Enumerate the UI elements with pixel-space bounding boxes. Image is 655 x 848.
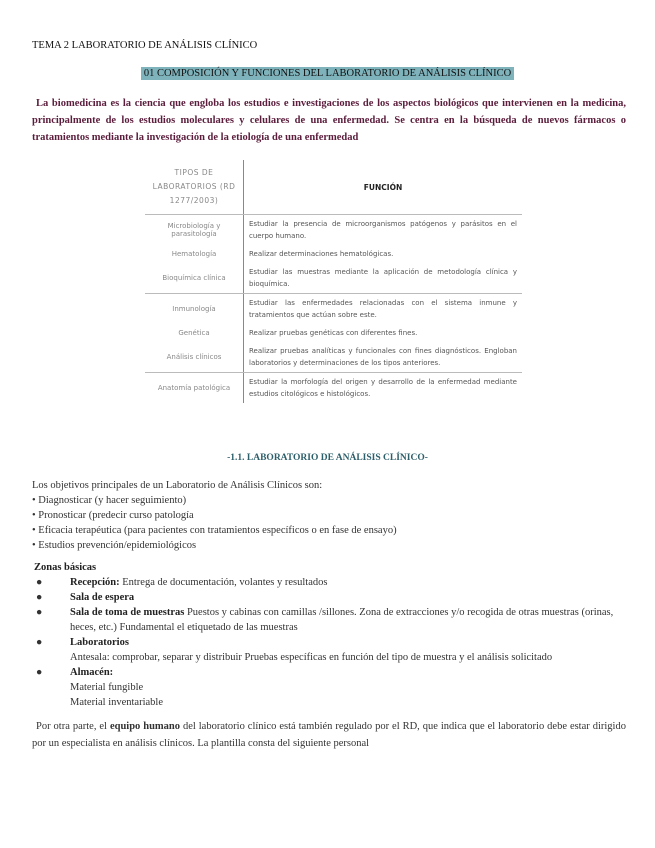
section-heading [0,68,655,79]
section-heading-text: 01 COMPOSICIÓN Y FUNCIONES DEL LABORATORIO DE ANÁLISIS CLÍNICO [141,67,514,80]
zone-subitem: Antesala: comprobar, separar y distribuir Pruebas específicas en función del tipo de muestra y el análisis solicitado [70,652,553,663]
list-item [32,665,632,680]
table-header [145,160,522,215]
list-item: • Pronosticar (predecir curso patología [32,510,194,521]
list-item [32,635,632,650]
bold-text: equipo humano [109,721,181,732]
list-item: • Diagnosticar (y hacer seguimiento) [32,495,187,506]
objectives-intro: Los objetivos principales de un Laboratorio de Análisis Clínicos son: [32,480,323,491]
bullet-icon: ● [36,607,43,618]
lab-function: Realizar determinaciones hematológicas. [249,250,394,258]
text: Por otra parte, el [36,721,110,732]
lab-function: Estudiar la presencia de microorganismos patógenos y parásitos en el cuerpo humano. [249,220,517,240]
lab-function: Estudiar las enfermedades relacionadas con el sistema inmune y tratamientos que actúan sobre este. [249,299,517,319]
list-item [32,590,632,605]
table-row [145,342,522,373]
lab-type: Bioquímica clínica [145,263,244,294]
table-row [145,263,522,294]
zone-text: Puestos y cabinas con camillas /sillones. Zona de extracciones y/o recogida de otras muestras (orinas, heces, etc.) Fundamental el etiquetado de las muestras [70,607,614,633]
lab-type: Hematología [145,245,244,263]
table-row [145,324,522,342]
lab-type: Microbiología y parasitología [145,215,244,246]
table-row [145,245,522,263]
zone-text: Entrega de documentación, volantes y resultados [119,577,328,588]
zone-label: Recepción: [70,577,120,588]
zone-subitem: Material fungible [70,682,144,693]
zone-label: Laboratorios [70,637,129,648]
lab-type: Análisis clínicos [145,342,244,373]
table-row [145,294,522,325]
staff-paragraph [32,718,626,752]
bullet-icon: ● [36,667,43,678]
table-row [145,373,522,404]
zone-subitem: Material inventariable [70,697,163,708]
zones-section [32,560,632,710]
lab-function: Estudiar las muestras mediante la aplicación de metodología clínica y bioquímica. [244,263,523,294]
header-types: TIPOS DE LABORATORIOS (RD 1277/2003) [145,160,244,215]
intro-paragraph: La biomedicina es la ciencia que engloba los estudios e investigaciones de los aspectos biológicos que intervienen en la medicina, principalmente de los estudios moleculares y celulares de una enfermedad. Se centra en la búsqueda de nuevos fármacos o tratamientos mediante la investigación de la etiología de una enfermedad [32,98,626,143]
lab-function: Realizar pruebas genéticas con diferentes fines. [249,329,418,337]
lab-function: Estudiar la morfología del origen y desarrollo de la enfermedad mediante estudios citológicos e histológicos. [249,378,517,398]
bullet-icon: ● [36,637,43,648]
bullet-icon: ● [36,577,43,588]
zones-title: Zonas básicas [34,562,97,573]
bullet-icon: ● [36,592,43,603]
zone-label: Sala de toma de muestras [70,607,185,618]
list-item [32,575,632,590]
lab-type: Anatomía patológica [145,373,244,404]
list-item: • Estudios prevención/epidemiológicos [32,540,197,551]
lab-types-table [145,160,522,403]
list-item [32,605,632,635]
document-title: TEMA 2 LABORATORIO DE ANÁLISIS CLÍNICO [32,40,258,51]
lab-type: Genética [145,324,244,342]
lab-type: Inmunología [145,294,244,325]
zone-label: Almacén: [70,667,114,678]
subsection-heading: -1.1. LABORATORIO DE ANÁLISIS CLÍNICO- [227,453,428,463]
zone-label: Sala de espera [70,592,135,603]
list-item: • Eficacia terapéutica (para pacientes con tratamientos específicos o en fase de ensayo) [32,525,397,536]
text: del laboratorio clínico está también regulado por el RD, que indica que el laboratorio debe estar dirigido por un especialista en análisis clínicos. La plantilla consta del siguiente personal [32,721,626,749]
objectives-list [32,478,397,553]
header-function: FUNCIÓN [244,160,523,215]
table-row [145,215,522,246]
lab-function: Realizar pruebas analíticas y funcionales con fines diagnósticos. Engloban laboratorios y determinaciones de los tipos anteriores. [244,342,523,373]
